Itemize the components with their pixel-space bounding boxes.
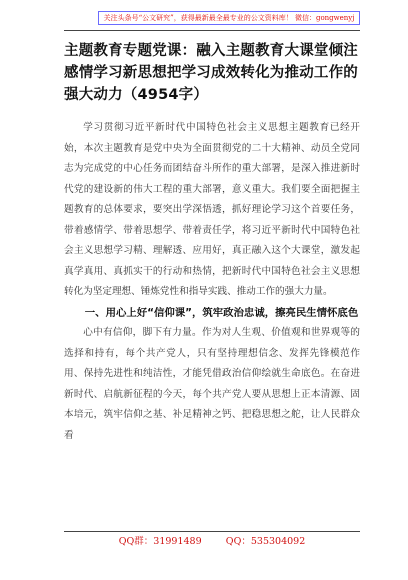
- header-banner: 关注头条号“公文研究”，获得最新最全最专业的公文资料库！ 微信：gongwenyj: [98, 11, 360, 25]
- section-heading-1: 一、用心上好“信仰课”，筑牢政治忠诚，擦亮民生情怀底色: [84, 306, 359, 319]
- header-divider: [64, 30, 360, 31]
- intro-paragraph: 学习贯彻习近平新时代中国特色社会主义思想主题教育已经开始，本次主题教育是党中央为全面贯彻党的二十大精神、动员全党同志为完成党的中心任务而团结奋斗所作的重大部署，是深入推进新时代党的建设新的伟大工程的重大部署，意义重大。我们要全面把握主题教育的总体要求，要突出学深悟透，抓好理论学习这个首要任务，带着感情学、带着思想学、带着责任学，将习近平新时代中国特色社会主义思想学习精、理解透、应用好，真正融入这个大课堂，激发起真学真用、真抓实干的行动和热情，把新时代中国特色社会主义思想转化为坚定理想、锤炼党性和指导实践、推动工作的强大力量。: [64, 122, 360, 297]
- footer-divider: [64, 531, 360, 532]
- document-body: [64, 118, 360, 446]
- document-title: 主题教育专题党课：融入主题教育大课堂倾注感情学习新思想把学习成效转化为推动工作的强大动力（4954字）: [64, 43, 358, 103]
- footer-contact: QQ群：31991489 QQ：535304092: [118, 536, 306, 547]
- section-paragraph-1: 心中有信仰，脚下有力量。作为对人生观、价值观和世界观等的选择和持有，每个共产党人，只有坚持理想信念、发挥先锋模范作用、保持先进性和纯洁性，才能凭借政治信仰绘就生命底色。在奋进新时代、启航新征程的今天，每个共产党人要从思想上正本清源、固本培元，筑牢信仰之基、补足精神之钙、把稳思想之舵，让人民群众看: [64, 327, 360, 441]
